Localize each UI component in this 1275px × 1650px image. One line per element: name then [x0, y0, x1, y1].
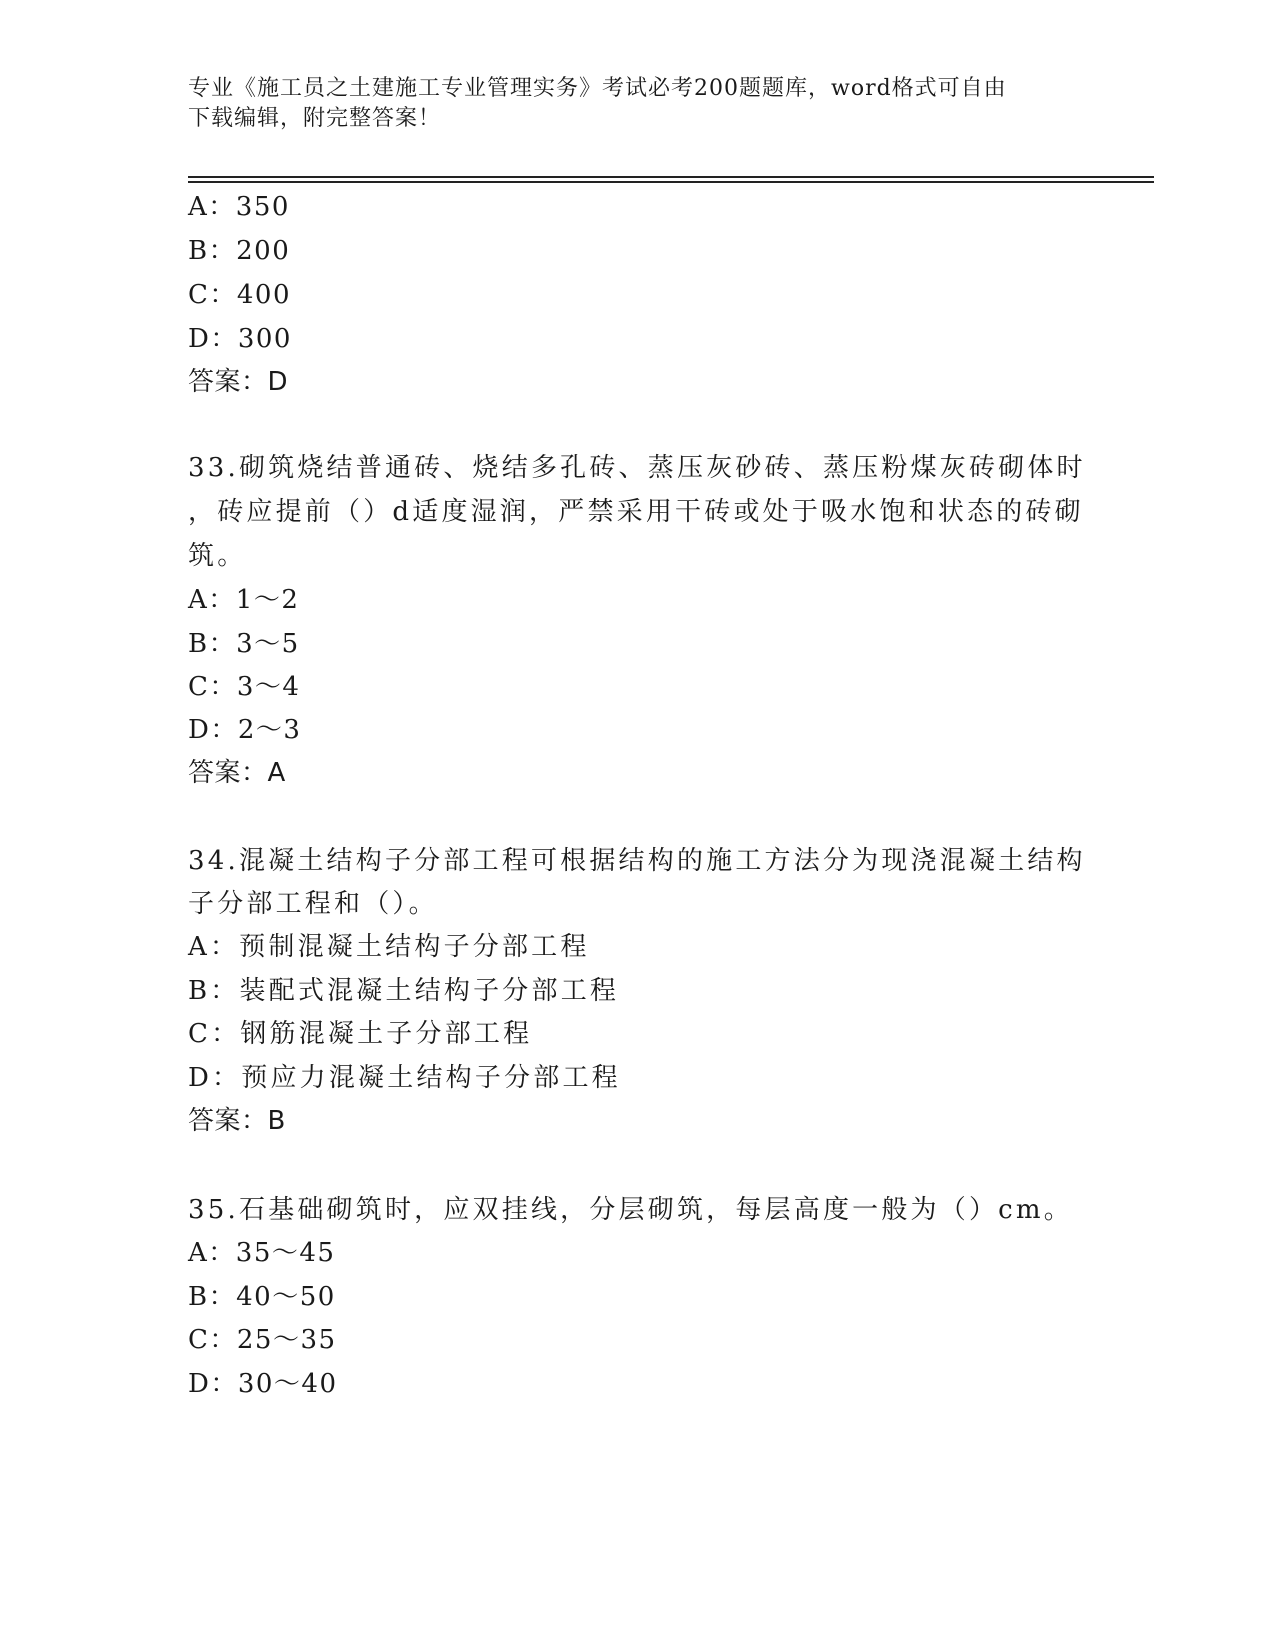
q32-answer: 答案：D	[188, 367, 289, 397]
q35-option-b: B：40～50	[188, 1282, 336, 1312]
q33-option-c: C：3～4	[188, 672, 301, 702]
q34-option-d: D：预应力混凝土结构子分部工程	[188, 1063, 621, 1093]
q33-text-line-2: ，砖应提前（）d适度湿润，严禁采用干砖或处于吸水饱和状态的砖砌	[188, 497, 1084, 527]
q33-option-a: A：1～2	[188, 585, 300, 615]
q34-option-b: B：装配式混凝土结构子分部工程	[188, 976, 620, 1006]
q32-option-c: C：400	[188, 280, 292, 310]
header-rule-bottom	[188, 181, 1154, 183]
q32-option-d: D：300	[188, 324, 292, 354]
q33-text-line-3: 筑。	[188, 541, 247, 571]
q33-option-b: B：3～5	[188, 629, 300, 659]
header-line-2: 下载编辑，附完整答案！	[188, 106, 442, 131]
q32-option-b: B：200	[188, 236, 291, 266]
q35-option-c: C：25～35	[188, 1325, 337, 1355]
q33-answer: 答案：A	[188, 758, 286, 788]
document-header	[188, 74, 1088, 134]
q35-option-d: D：30～40	[188, 1369, 338, 1399]
q34-option-a: A：预制混凝土结构子分部工程	[188, 932, 590, 962]
q34-option-c: C：钢筋混凝土子分部工程	[188, 1019, 533, 1049]
q34-text-line-1: 34.混凝土结构子分部工程可根据结构的施工方法分为现浇混凝土结构	[188, 846, 1086, 876]
q33-text-line-1: 33.砌筑烧结普通砖、烧结多孔砖、蒸压灰砂砖、蒸压粉煤灰砖砌体时	[188, 453, 1086, 483]
q34-text-line-2: 子分部工程和（）。	[188, 889, 438, 919]
q34-answer: 答案：B	[188, 1106, 286, 1136]
header-rule-top	[188, 176, 1154, 178]
q32-option-a: A：350	[188, 192, 290, 222]
q35-text-line-1: 35.石基础砌筑时，应双挂线，分层砌筑，每层高度一般为（）cm。	[188, 1195, 1073, 1225]
q33-option-d: D：2～3	[188, 715, 302, 745]
header-line-1: 专业《施工员之土建施工专业管理实务》考试必考200题题库，word格式可自由	[188, 76, 1007, 101]
q35-option-a: A：35～45	[188, 1238, 336, 1268]
